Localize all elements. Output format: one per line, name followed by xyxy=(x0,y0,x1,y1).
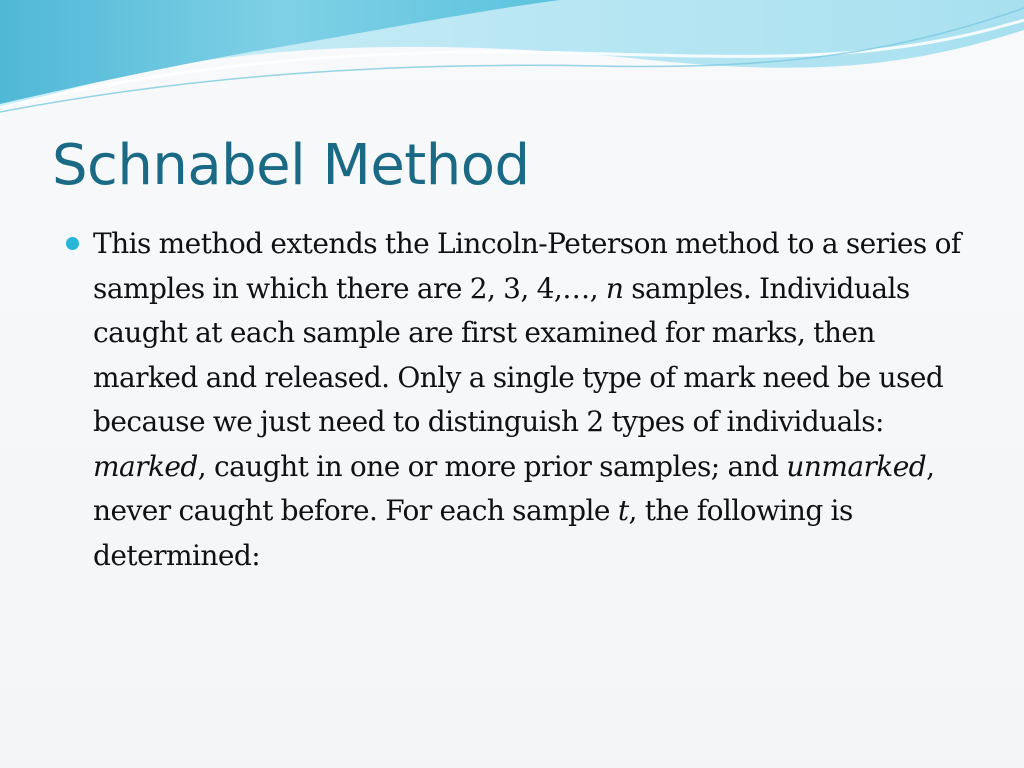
symbol-n: n xyxy=(605,271,624,305)
decorative-wave-header xyxy=(0,0,1024,120)
slide-content xyxy=(66,222,971,578)
paragraph-text-3: , caught in one or more prior samples; and xyxy=(197,449,787,483)
bullet-item xyxy=(66,222,971,578)
paragraph-text-4: , never caught before. For each sample xyxy=(93,449,935,527)
slide-title: Schnabel Method xyxy=(52,133,530,198)
paragraph-text-5: , the following is determined: xyxy=(93,494,853,572)
symbol-t: t xyxy=(617,494,629,527)
term-marked: marked xyxy=(93,449,198,483)
bullet-dot-icon xyxy=(66,237,79,250)
paragraph-text-1: This method extends the Lincoln-Peterson method to a series of samples in which there are 2, 3, 4,…, xyxy=(93,227,961,305)
bullet-paragraph xyxy=(93,227,961,572)
paragraph-text-2: samples. Individuals caught at each sample are first examined for marks, then marked and released. Only a single type of mark need be used because we just need to distinguish 2 types of individuals: xyxy=(93,271,944,438)
term-unmarked: unmarked xyxy=(786,449,927,483)
